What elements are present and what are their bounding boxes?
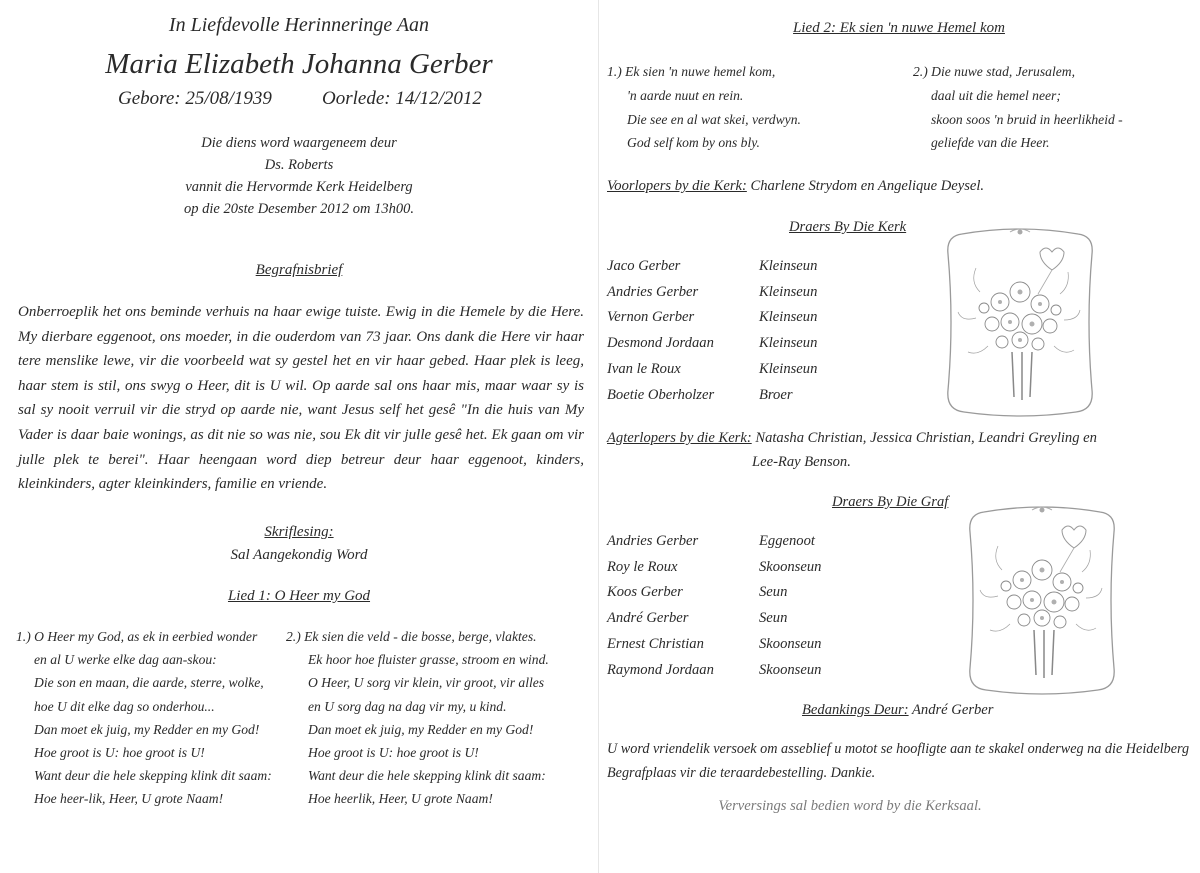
verse-line: Dan moet ek juig, my Redder en my God! [34, 721, 260, 737]
reading-title: Skriflesing: [264, 524, 334, 540]
memorial-line: In Liefdevolle Herinneringe Aan [168, 14, 430, 36]
verse-line: 'n aarde nuut en rein. [627, 87, 744, 103]
verse-line: 2.) Die nuwe stad, Jerusalem, [913, 64, 1075, 79]
death-date: Oorlede: 14/12/2012 [322, 88, 482, 109]
verse-line: O Heer, U sorg vir klein, vir groot, vir alles [308, 675, 545, 691]
closing-note [607, 737, 1189, 785]
verse-line: Hoe groot is U: hoe groot is U! [34, 745, 205, 761]
verse-line: Hoe heer-lik, Heer, U grote Naam! [34, 791, 224, 807]
list-item [607, 636, 907, 661]
followers-label: Agterlopers by die Kerk: [607, 430, 752, 446]
verse-line: 2.) Ek sien die veld - die bosse, berge, vlaktes. [286, 629, 537, 644]
hymn1-verse1 [16, 625, 272, 811]
hymn2-verse2 [913, 60, 1123, 155]
bearer-relation: Seun [759, 610, 788, 626]
deceased-name: Maria Elizabeth Johanna Gerber [105, 48, 493, 80]
bearer-name: Desmond Jordaan [607, 335, 714, 351]
verse-line: God self kom by ons bly. [627, 135, 760, 151]
list-item [607, 258, 907, 283]
funeral-letter: Onberroeplik het ons beminde verhuis na haar ewige tuiste. Ewig in die Hemele by die Here. My dierbare eggenoot, ons moeder, in die ouderdom van 73 jaar. Ons dank die Here vir haar tere menslike lewe, vir die voorbeeld wat sy gestel het en vir haar gebed. Haar plek is leeg, haar stem is stil, ons swyg o Heer, dit is U wil. Op aarde sal ons haar mis, maar waar sy is sal sy nooit verruil vir die stryd op aarde nie, want Jesus self het gesê "In die huis van My Vader is daar baie wonings, as dit nie so was nie, sou Ek dit vir julle gesê het. Ek gaan om vir julle plek te berei". Haar heengaan word diep betreur deur haar eggenoot, kinders, kleinkinders, agter kleinkinders, familie en vriende. [18, 304, 584, 493]
verse-line: Hoe heerlik, Heer, U grote Naam! [308, 791, 493, 807]
bearer-relation: Kleinseun [759, 309, 818, 325]
church-bearers-list [607, 258, 907, 418]
thanks-line [802, 702, 993, 719]
list-item [607, 335, 907, 360]
letter-title: Begrafnisbrief [255, 262, 343, 278]
bearer-name: Raymond Jordaan [607, 662, 714, 678]
bearer-relation: Skoonseun [759, 636, 822, 652]
verse-line: Want deur die hele skepping klink dit saam: [34, 768, 272, 784]
bearer-name: Boetie Oberholzer [607, 387, 715, 403]
list-item [607, 387, 907, 412]
service-line: op die 20ste Desember 2012 om 13h00. [184, 201, 414, 217]
closing-line: Begrafplaas vir die teraardebestelling. Dankie. [607, 765, 876, 781]
bearer-name: Ivan le Roux [607, 361, 681, 377]
list-item [607, 584, 907, 609]
thanks-label: Bedankings Deur: [802, 702, 909, 718]
verse-line: 1.) O Heer my God, as ek in eerbied wonder [16, 629, 258, 644]
bearer-name: Koos Gerber [607, 584, 683, 600]
list-item [607, 559, 907, 584]
hymn1-title: Lied 1: O Heer my God [227, 588, 371, 604]
refreshments-note: Verversings sal bedien word by die Kerksaal. [718, 798, 982, 814]
grave-bearers-list [607, 533, 907, 693]
service-line: vannit die Hervormde Kerk Heidelberg [185, 179, 413, 195]
verse-line: skoon soos 'n bruid in heerlikheid - [931, 111, 1123, 127]
bearer-relation: Broer [759, 387, 793, 403]
bearer-relation: Seun [759, 584, 788, 600]
church-bearers-title: Draers By Die Kerk [789, 219, 907, 235]
grave-bearers-title: Draers By Die Graf [832, 494, 949, 510]
verse-line: Hoe groot is U: hoe groot is U! [308, 745, 479, 761]
verse-line: hoe U dit elke dag so onderhou... [34, 698, 215, 714]
verse-line: Ek hoor hoe fluister grasse, stroom en wind. [308, 652, 549, 668]
list-item [607, 361, 907, 386]
verse-line: 1.) Ek sien 'n nuwe hemel kom, [607, 64, 776, 79]
bearer-name: Andries Gerber [607, 284, 699, 300]
bearer-relation: Skoonseun [759, 662, 822, 678]
bearer-relation: Skoonseun [759, 559, 822, 575]
list-item [607, 309, 907, 334]
bearer-relation: Kleinseun [759, 258, 818, 274]
hymn1-verse2 [286, 625, 549, 811]
verse-line: daal uit die hemel neer; [931, 87, 1061, 103]
bearer-name: Jaco Gerber [607, 258, 681, 274]
bearer-relation: Kleinseun [759, 361, 818, 377]
birth-date: Gebore: 25/08/1939 [118, 88, 272, 109]
flower-bouquet-icon [962, 500, 1122, 700]
followers-names: Natasha Christian, Jessica Christian, Leandri Greyling en [755, 430, 1097, 446]
service-line: Ds. Roberts [264, 157, 334, 173]
bearer-relation: Eggenoot [759, 533, 815, 549]
closing-line: U word vriendelik versoek om asseblief u motot se hoofligte aan te skakel onderweg na die Heidelberg [607, 741, 1190, 757]
bearer-name: André Gerber [607, 610, 689, 626]
service-line: Die diens word waargeneem deur [201, 135, 397, 151]
leaders-names: Charlene Strydom en Angelique Deysel. [750, 178, 985, 194]
verse-line: en al U werke elke dag aan-skou: [34, 652, 217, 668]
bearer-name: Andries Gerber [607, 533, 699, 549]
service-details [0, 132, 598, 220]
flower-bouquet-icon [940, 222, 1100, 422]
reading-text: Sal Aangekondig Word [230, 547, 368, 563]
verse-line: Want deur die hele skepping klink dit saam: [308, 768, 546, 784]
verse-line: en U sorg dag na dag vir my, u kind. [308, 698, 507, 714]
thanks-name: André Gerber [911, 702, 994, 718]
followers-line [607, 430, 1097, 447]
bearer-relation: Kleinseun [759, 284, 818, 300]
verse-line: Die see en al wat skei, verdwyn. [627, 111, 801, 127]
bearer-name: Vernon Gerber [607, 309, 695, 325]
hymn2-verse1 [607, 60, 801, 155]
list-item [607, 533, 907, 558]
leaders-line [607, 178, 984, 195]
bearer-name: Ernest Christian [607, 636, 704, 652]
list-item [607, 662, 907, 687]
list-item [607, 610, 907, 635]
page-fold [598, 0, 599, 873]
leaders-label: Voorlopers by die Kerk: [607, 178, 747, 194]
hymn2-title: Lied 2: Ek sien 'n nuwe Hemel kom [793, 20, 1005, 36]
bearer-name: Roy le Roux [607, 559, 678, 575]
verse-line: Die son en maan, die aarde, sterre, wolke, [34, 675, 264, 691]
bearer-relation: Kleinseun [759, 335, 818, 351]
verse-line: geliefde van die Heer. [931, 135, 1050, 151]
verse-line: Dan moet ek juig, my Redder en my God! [308, 721, 534, 737]
list-item [607, 284, 907, 309]
followers-names-cont: Lee-Ray Benson. [752, 454, 851, 470]
